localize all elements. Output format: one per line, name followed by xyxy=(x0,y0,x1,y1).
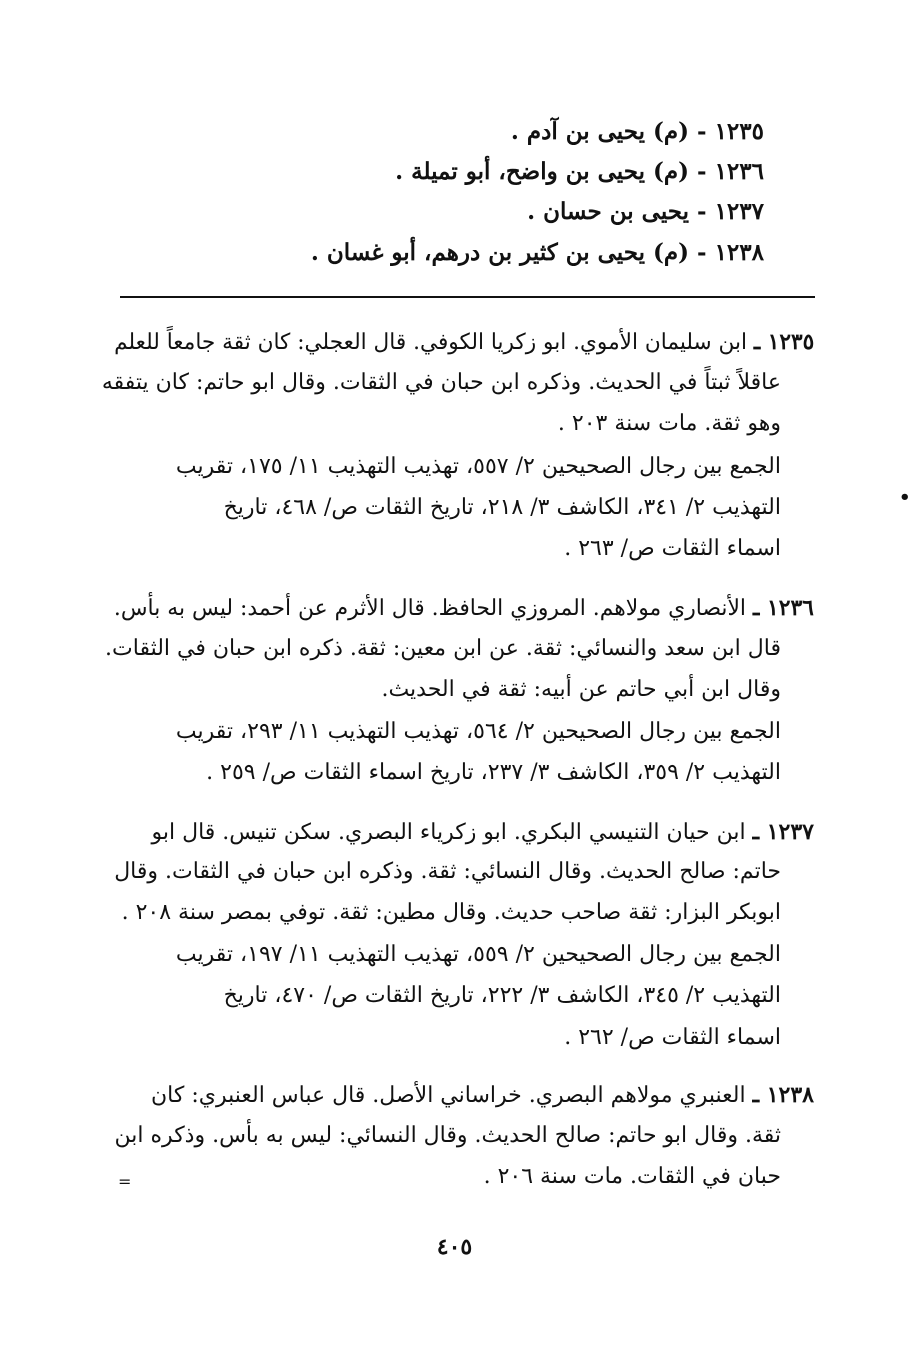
note-line: ابن حيان التنيسي البكري. ابو زكرياء البصري. سكن تنيس. قال ابو xyxy=(151,820,746,845)
note-number: ١٢٣٥ ـ xyxy=(753,329,814,355)
entry-1237: ١٢٣٧ - يحيى بن حسان . xyxy=(527,198,764,225)
entry-1235: ١٢٣٥ - (م) يحيى بن آدم . xyxy=(510,118,764,145)
note-line: حاتم: صالح الحديث. وقال النسائي: ثقة. وذكره ابن حبان في الثقات. وقال xyxy=(114,859,781,884)
note-number: ١٢٣٨ ـ xyxy=(752,1082,814,1108)
note-line: حبان في الثقات. مات سنة ٢٠٦ . xyxy=(483,1164,781,1189)
margin-mark: = xyxy=(118,1172,132,1191)
note-reference: التهذيب ٢/ ٣٤١، الكاشف ٣/ ٢١٨، تاريخ الثقات ص/ ٤٦٨، تاريخ xyxy=(223,495,781,520)
note-line: ثقة. وقال ابو حاتم: صالح الحديث. وقال النسائي: ليس به بأس. وذكره ابن xyxy=(114,1123,781,1148)
page-number: ٤٠٥ xyxy=(436,1234,473,1260)
note-reference: الجمع بين رجال الصحيحين ٢/ ٥٥٧، تهذيب التهذيب ١١/ ١٧٥، تقريب xyxy=(175,454,781,479)
note-line: الأنصاري مولاهم. المروزي الحافظ. قال الأثرم عن أحمد: ليس به بأس. xyxy=(114,596,747,621)
note-reference: اسماء الثقات ص/ ٢٦٢ . xyxy=(564,1025,781,1050)
margin-mark: • xyxy=(899,487,911,508)
note-reference: الجمع بين رجال الصحيحين ٢/ ٥٦٤، تهذيب التهذيب ١١/ ٢٩٣، تقريب xyxy=(175,719,781,744)
footnote-divider xyxy=(120,296,815,298)
note-line: عاقلاً ثبتاً في الحديث. وذكره ابن حبان في الثقات. وقال ابو حاتم: كان يتفقه xyxy=(101,370,781,395)
note-line: ابن سليمان الأموي. ابو زكريا الكوفي. قال العجلي: كان ثقة جامعاً للعلم xyxy=(113,330,747,355)
note-reference: التهذيب ٢/ ٣٤٥، الكاشف ٣/ ٢٢٢، تاريخ الثقات ص/ ٤٧٠، تاريخ xyxy=(223,983,781,1008)
note-reference: التهذيب ٢/ ٣٥٩، الكاشف ٣/ ٢٣٧، تاريخ اسماء الثقات ص/ ٢٥٩ . xyxy=(206,760,781,785)
note-line: ابوبكر البزار: ثقة صاحب حديث. وقال مطين: ثقة. توفي بمصر سنة ٢٠٨ . xyxy=(121,900,781,925)
note-line: وقال ابن أبي حاتم عن أبيه: ثقة في الحديث. xyxy=(381,677,781,702)
note-line: وهو ثقة. مات سنة ٢٠٣ . xyxy=(557,411,781,436)
entry-1236: ١٢٣٦ - (م) يحيى بن واضح، أبو تميلة . xyxy=(395,158,764,185)
note-line: العنبري مولاهم البصري. خراساني الأصل. قال عباس العنبري: كان xyxy=(151,1083,746,1108)
note-number: ١٢٣٧ ـ xyxy=(752,819,814,845)
note-line: قال ابن سعد والنسائي: ثقة. عن ابن معين: ثقة. ذكره ابن حبان في الثقات. xyxy=(105,636,781,661)
note-reference: اسماء الثقات ص/ ٢٦٣ . xyxy=(564,536,781,561)
note-number: ١٢٣٦ ـ xyxy=(753,595,814,621)
entry-1238: ١٢٣٨ - (م) يحيى بن كثير بن درهم، أبو غسان . xyxy=(310,239,764,266)
note-reference: الجمع بين رجال الصحيحين ٢/ ٥٥٩، تهذيب التهذيب ١١/ ١٩٧، تقريب xyxy=(175,942,781,967)
